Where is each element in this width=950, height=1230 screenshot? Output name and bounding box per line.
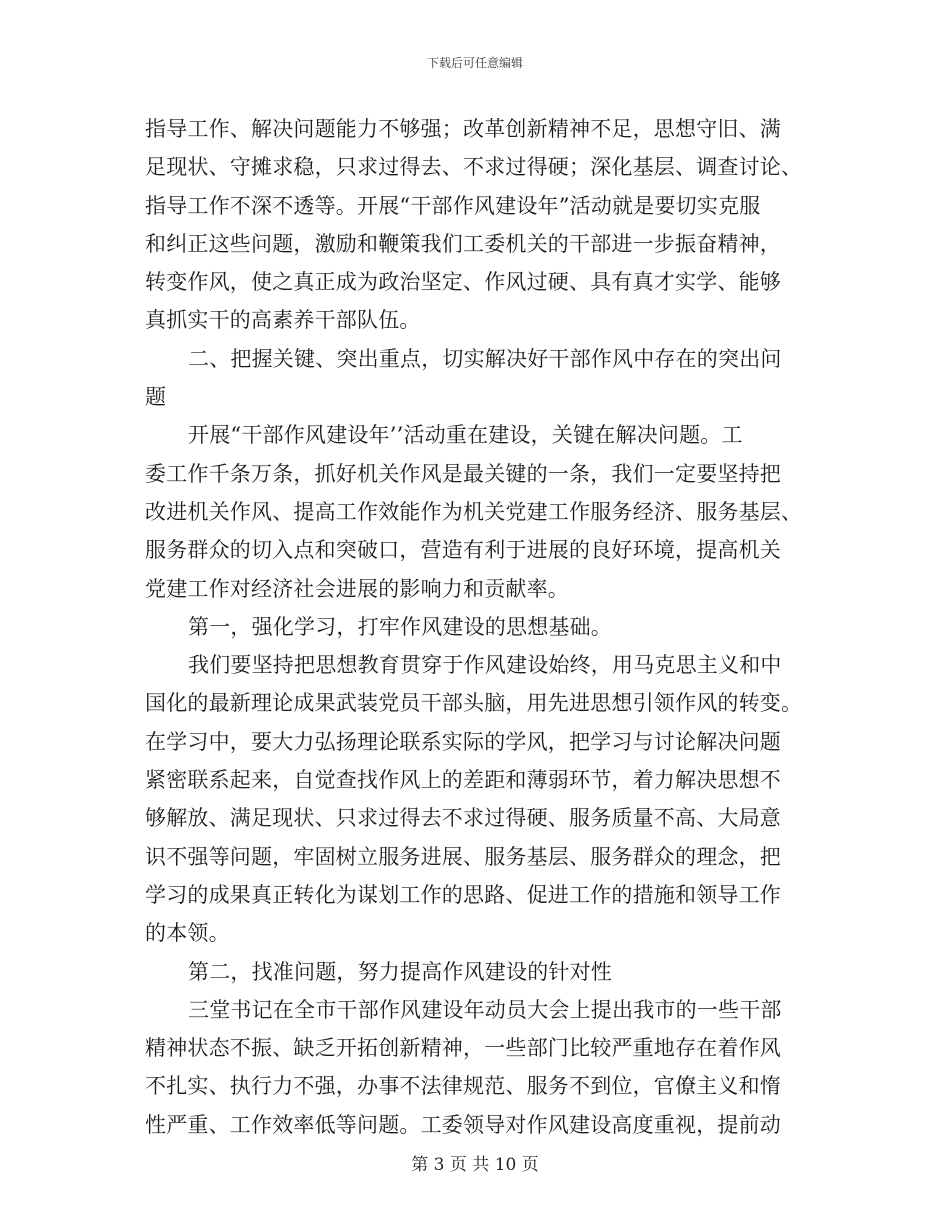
document-body: [145, 110, 810, 1144]
text-line: 学习的成果真正转化为谋划工作的思路、促进工作的措施和领导工作: [145, 882, 781, 907]
text-line: 服务群众的切入点和突破口，营造有利于进展的良好环境，提高机关: [145, 538, 781, 563]
text-line: 我们要坚持把思想教育贯穿于作风建设始终，用马克思主义和中: [188, 653, 782, 678]
text-line: 二、把握关键、突出重点，切实解决好干部作风中存在的突出问: [188, 346, 782, 371]
subheading-first: [145, 608, 810, 646]
text-line: 不扎实、执行力不强，办事不法律规范、服务不到位，官僚主义和惰: [145, 1074, 781, 1099]
page-number: 第 3 页 共 10 页: [411, 1155, 539, 1175]
text-line: 第一，强化学习，打牢作风建设的思想基础。: [188, 614, 612, 639]
text-line: 紧密联系起来，自觉查找作风上的差距和薄弱环节，着力解决思想不: [145, 768, 781, 793]
section-heading-2: [145, 340, 810, 417]
text-line: 国化的最新理论成果武装党员干部头脑，用先进思想引领作风的转变。: [145, 691, 803, 716]
text-line: 改进机关作风、提高工作效能作为机关党建工作服务经济、服务基层、: [145, 499, 803, 524]
text-line: 指导工作不深不透等。开展“干部作风建设年”活动就是要切实克服: [145, 193, 761, 218]
paragraph-2: [145, 416, 810, 607]
text-line: 真抓实干的高素养干部队伍。: [145, 308, 421, 333]
text-line: 精神状态不振、缺乏开拓创新精神，一些部门比较严重地存在着作风: [145, 1036, 781, 1061]
text-line: 在学习中，要大力弘扬理论联系实际的学风，把学习与讨论解决问题: [145, 729, 781, 754]
text-line: 委工作千条万条，抓好机关作风是最关键的一条，我们一定要坚持把: [145, 461, 781, 486]
subheading-second: [145, 953, 810, 991]
paragraph-4: [145, 991, 810, 1144]
text-line: 的本领。: [145, 921, 230, 946]
text-line: 开展“干部作风建设年’’活动重在建设，关键在解决问题。工: [188, 423, 743, 448]
paragraph-1: [145, 110, 810, 340]
header-note: 下载后可任意编辑: [426, 56, 523, 70]
text-line: 党建工作对经济社会进展的影响力和贡献率。: [145, 576, 569, 601]
text-line: 指导工作、解决问题能力不够强；改革创新精神不足，思想守旧、满: [145, 117, 781, 141]
text-line: 转变作风，使之真正成为政治坚定、作风过硬、具有真才实学、能够: [145, 270, 781, 295]
text-line: 够解放、满足现状、只求过得去不求过得硬、服务质量不高、大局意: [145, 806, 781, 831]
text-line: 和纠正这些问题，激励和鞭策我们工委机关的干部进一步振奋精神，: [145, 231, 781, 256]
paragraph-3: [145, 646, 810, 952]
text-line: 性严重、工作效率低等问题。工委领导对作风建设高度重视，提前动: [145, 1112, 781, 1137]
text-line: 识不强等问题，牢固树立服务进展、服务基层、服务群众的理念，把: [145, 844, 781, 869]
text-line: 题: [145, 385, 167, 410]
text-line: 足现状、守摊求稳，只求过得去、不求过得硬；深化基层、调查讨论、: [145, 155, 803, 180]
text-line: 三堂书记在全市干部作风建设年动员大会上提出我市的一些干部: [188, 997, 782, 1022]
text-line: 第二，找准问题，努力提高作风建设的针对性: [188, 959, 612, 984]
